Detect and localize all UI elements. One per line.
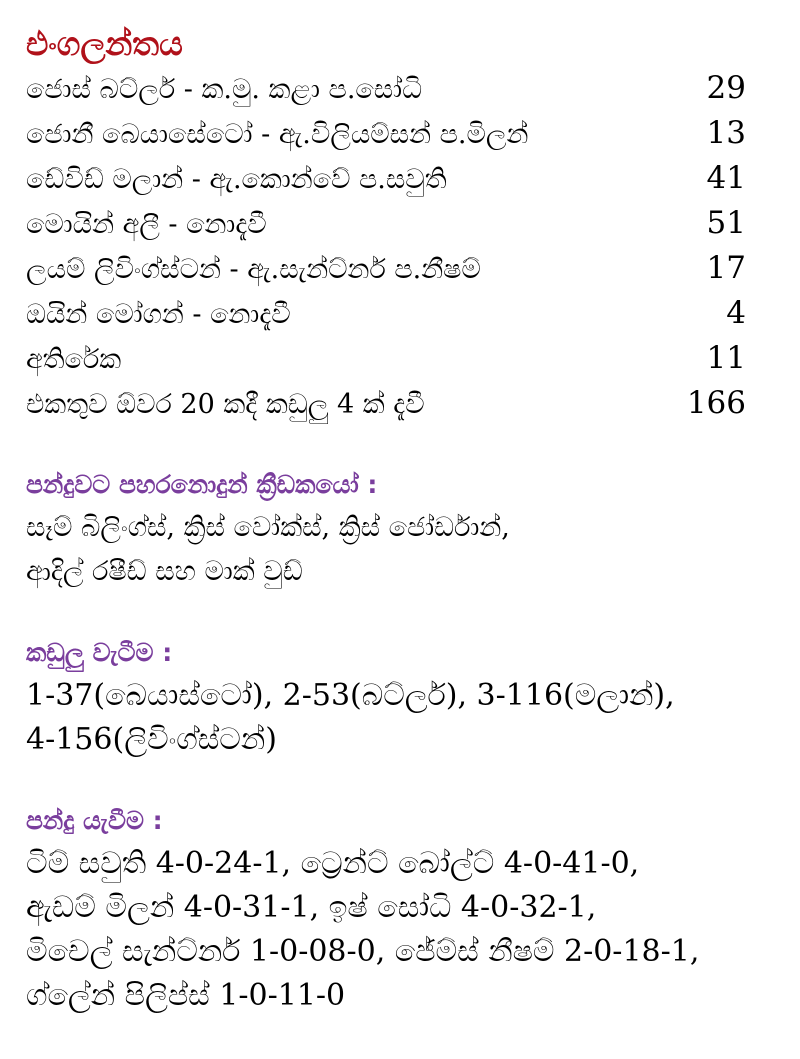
batting-row: [26, 111, 746, 156]
bowling-line: ටිම් සවුති 4-0-24-1, ට්‍රෙන්ට් බෝල්ට් 4-0-41-0,: [26, 846, 640, 881]
batter-dismissal: ජොනී බෙයාසේටෝ - ඇ.විලියම්සන් ප.මිලන්: [26, 119, 529, 150]
batter-dismissal: ජොස් බට්ලර් - ක.මු. කළා ප.සෝධි: [26, 74, 423, 105]
batter-dismissal: ලයම් ලිවිංග්ස්ටන් - ඇ.සැන්ට්නර් ප.නීෂම්: [26, 254, 481, 285]
batter-runs: 4: [726, 295, 746, 331]
batter-runs: 29: [706, 70, 746, 106]
batter-runs: 13: [706, 115, 746, 151]
batter-runs: 51: [706, 205, 746, 241]
fall-of-wickets-heading: කඩුලු වැටීම :: [26, 638, 173, 667]
batting-row: [26, 291, 746, 336]
bowling-heading: පන්දු යැවීම :: [26, 806, 163, 835]
bowling-line: ග්ලේන් පිලිප්ස් 1-0-11-0: [26, 978, 346, 1013]
fall-of-wickets-line: 4-156(ලිවිංග්ස්ටන්): [26, 722, 277, 757]
batting-row: [26, 201, 746, 246]
did-not-bat-line: ආදිල් රෂීඩ් සහ මාක් වුඩ්: [26, 556, 303, 587]
batter-runs: 17: [706, 250, 746, 286]
batter-runs: 41: [706, 160, 746, 196]
extras-runs: 11: [706, 340, 746, 376]
total-runs: 166: [686, 385, 746, 421]
batting-row: [26, 246, 746, 291]
section-gap: [26, 594, 780, 632]
batter-dismissal: මොයින් අලී - නොදැවී: [26, 209, 267, 240]
did-not-bat-line: සෑම් බිලිංග්ස්, ක්‍රිස් වෝක්ස්, ක්‍රිස් ජෝර්ඩාන්,: [26, 512, 510, 543]
bowling-line: ඇඩම් මිලන් 4-0-31-1, ඉෂ් සෝධි 4-0-32-1,: [26, 890, 597, 925]
total-label: එකතුව ඕවර 20 කදී කඩුලු 4 ක් දැවී: [26, 389, 425, 420]
section-gap: [26, 762, 780, 800]
team-title: එංගලන්තය: [26, 24, 183, 63]
batter-dismissal: ඔයින් මෝගන් - නොදැවී: [26, 299, 291, 330]
batting-row: [26, 156, 746, 201]
batting-row: [26, 66, 746, 111]
extras-row: [26, 336, 746, 381]
did-not-bat-heading: පන්දුවට පහරනොදුන් ක්‍රීඩකයෝ :: [26, 470, 378, 499]
bowling-line: මිචෙල් සැන්ට්නර් 1-0-08-0, ජේම්ස් නීෂම් 2-0-18-1,: [26, 934, 700, 969]
section-gap: [26, 426, 780, 464]
batting-scorecard: [26, 66, 746, 426]
total-row: [26, 381, 746, 426]
extras-label: අතිරේක: [26, 344, 122, 375]
fall-of-wickets-line: 1-37(බෙයාස්ටෝ), 2-53(බට්ලර්), 3-116(මලාන්),: [26, 678, 675, 713]
batter-dismissal: ඩේවිඩ් මලාන් - ඇ.කොන්වේ ප.සවුති: [26, 164, 447, 195]
